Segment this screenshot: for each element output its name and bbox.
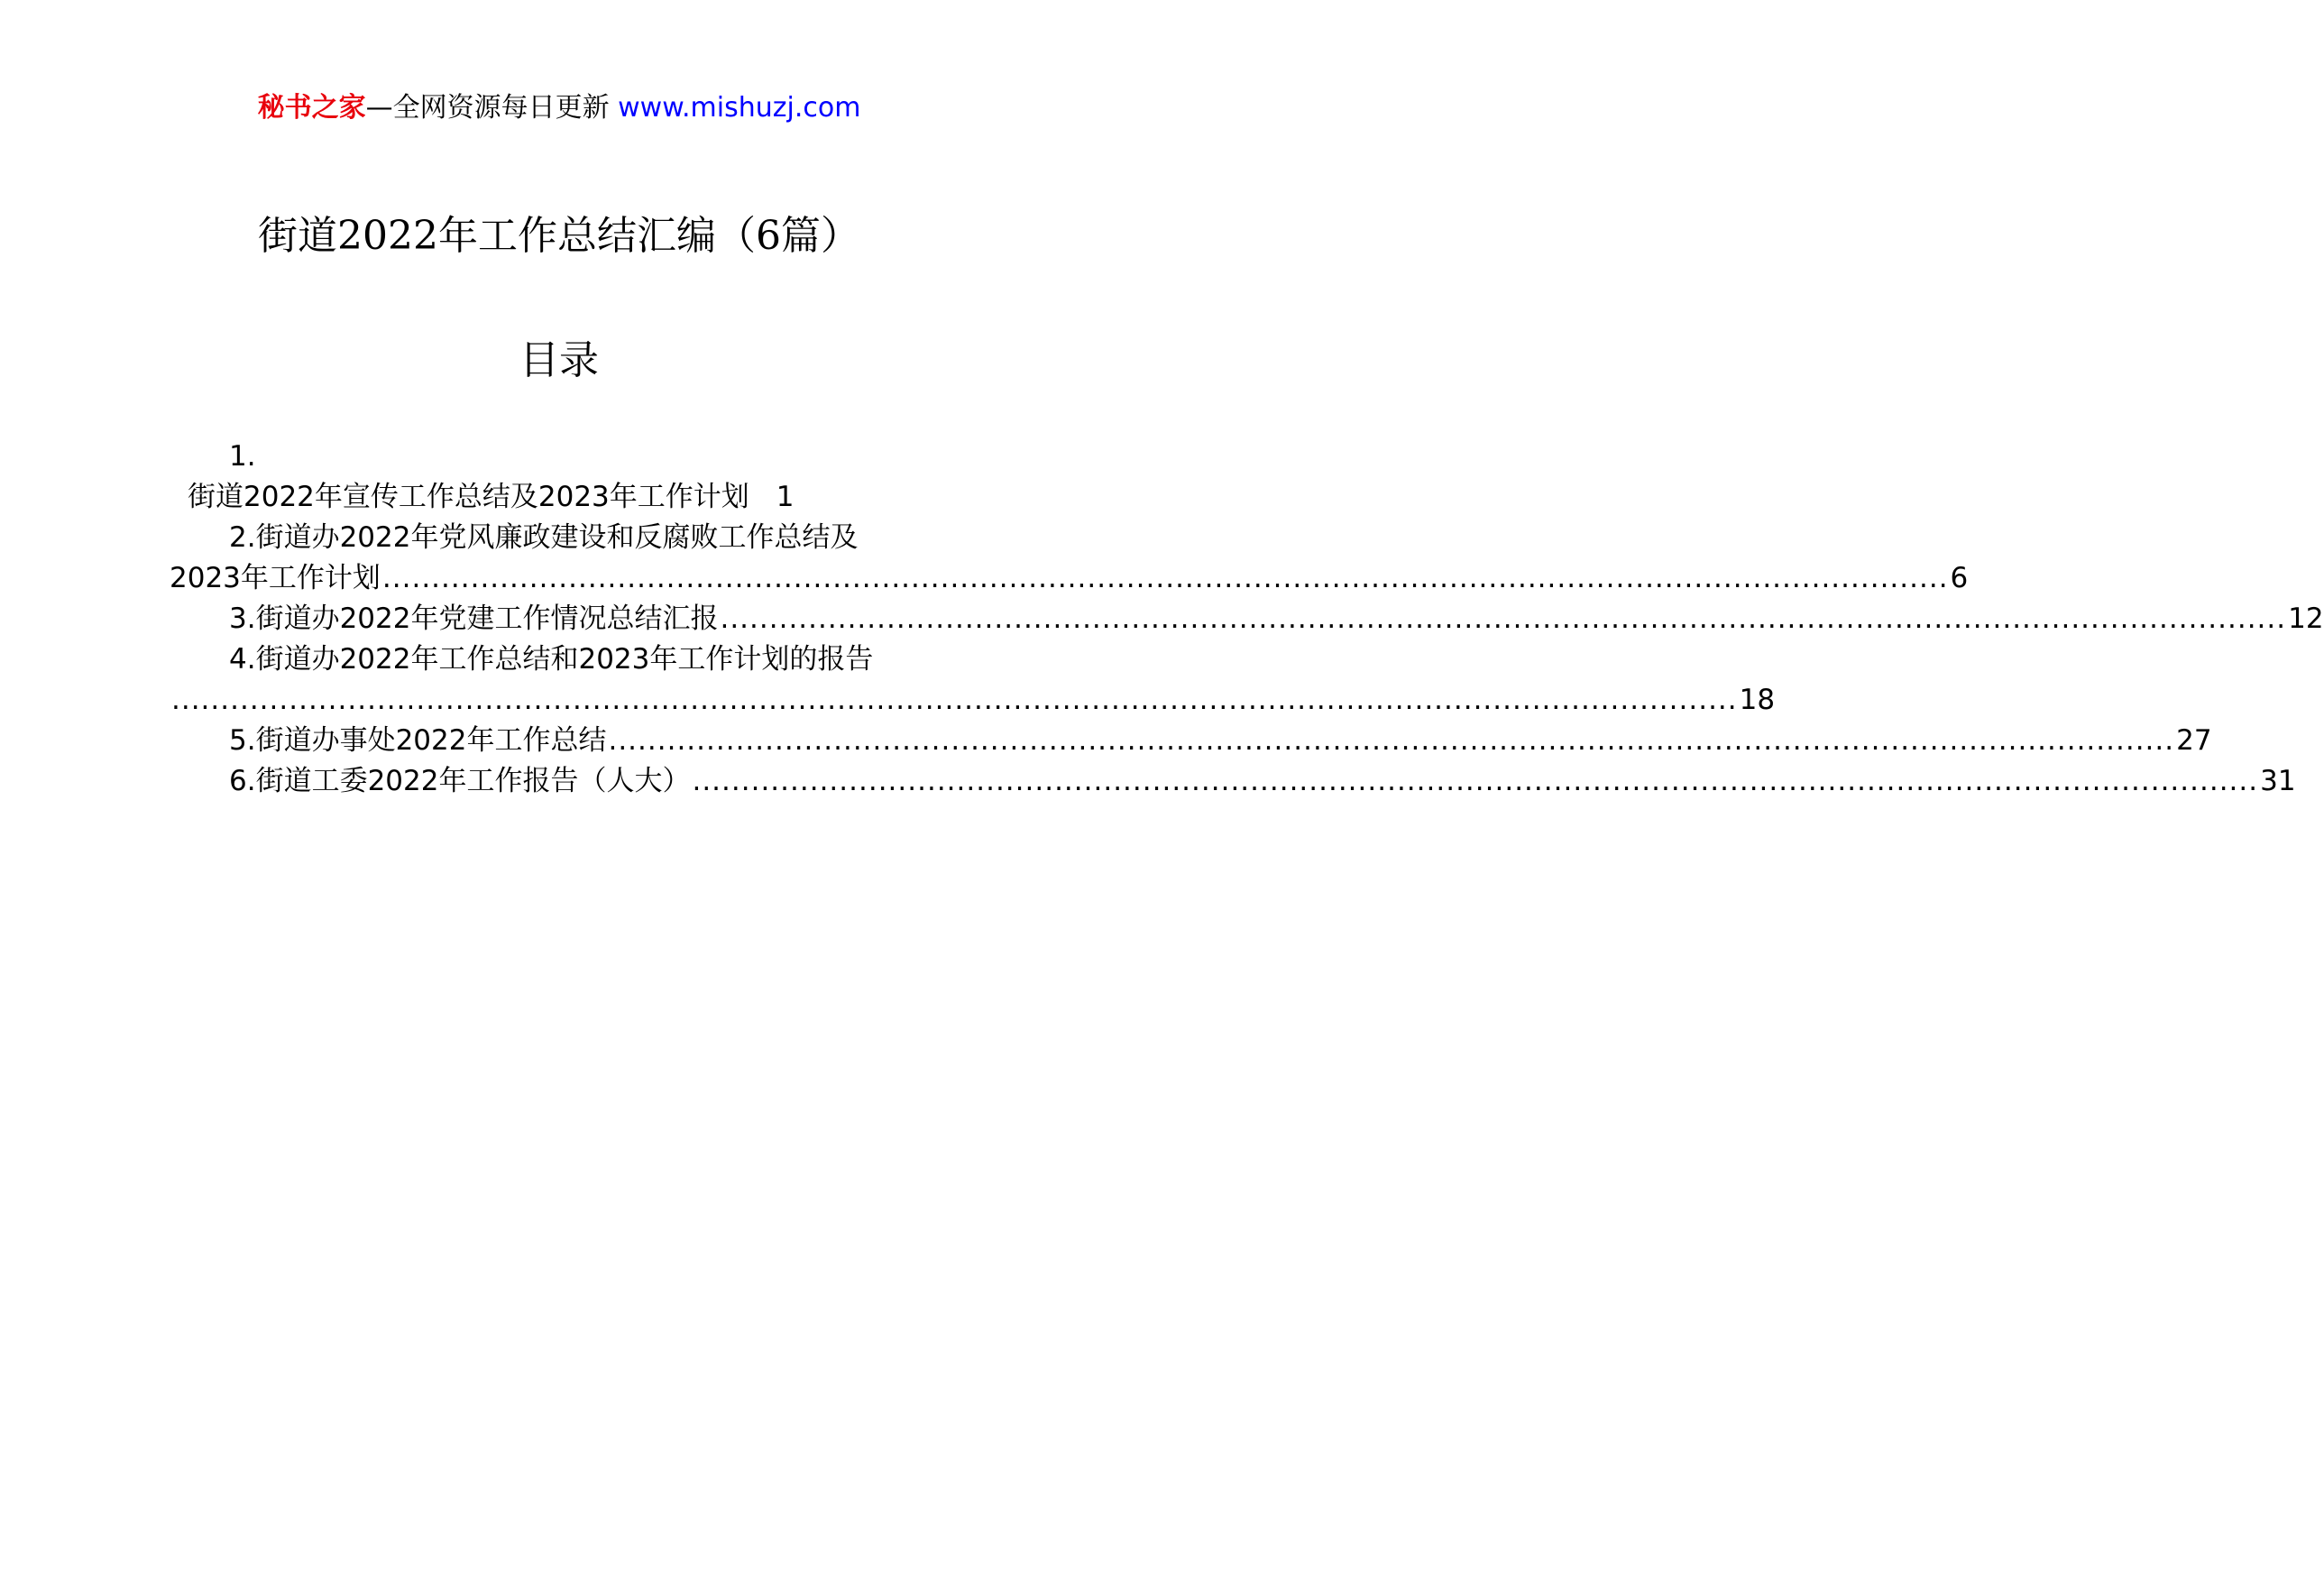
toc-entry-4[interactable] [170,639,947,680]
site-brand: 秘书之家 [257,92,366,124]
toc-entry-2-page: 6 [1950,562,1969,594]
toc-entry-1-text: 街道2022年宣传工作总结及2023年工作计划 [188,481,749,513]
toc-entry-3-text: 3.街道办2022年党建工作情况总结汇报 [229,602,719,635]
toc-entry-4-page: 18 [1739,684,1776,716]
toc-entry-5-page: 27 [2176,724,2212,757]
toc-entry-4-text-line1: 4.街道办2022年工作总结和2023年工作计划的报告 [229,643,874,676]
toc-entry-1[interactable] [170,477,947,518]
toc-entry-6-page: 31 [2260,765,2296,797]
toc-entry-6[interactable] [170,761,2296,802]
document-title: 街道2022年工作总结汇编（6篇） [258,213,860,259]
site-tagline: —全网资源每日更新 [365,92,610,124]
toc-entry-1-number: 1. [229,440,256,473]
toc-entry-4-continuation[interactable] [170,680,1776,721]
site-header [0,90,1118,126]
site-url-link[interactable]: www.mishuzj.com [618,92,861,124]
toc-entry-2-text-line2: 2023年工作计划 [170,562,381,594]
toc-entry-3-leader: ................................................................................................................................................................ [720,602,2287,635]
toc-entry-2-text-line1: 2.街道办2022年党风廉政建设和反腐败工作总结及 [229,521,859,554]
toc-entry-5[interactable] [170,721,2212,761]
toc-entry-2-leader: ................................................................................................................................................................ [381,562,1949,594]
toc-entry-5-leader: ................................................................................................................................................................ [608,724,2175,757]
toc-entry-2[interactable] [170,518,947,558]
toc-entry-3-page: 12 [2288,602,2324,635]
toc-heading: 目录 [519,337,599,383]
toc-entry-6-text: 6.街道工委2022年工作报告（人大） [229,765,691,797]
toc-entry-1-page: 1 [776,481,795,513]
toc-entry-2-continuation[interactable] [170,558,1969,599]
toc-entry-6-leader: ................................................................................................................................................................ [692,765,2259,797]
toc-entry-4-leader: ................................................................................................................................................................ [171,684,1738,716]
table-of-contents [170,437,2324,802]
toc-entry-3[interactable] [170,599,2324,639]
toc-entry-5-text: 5.街道办事处2022年工作总结 [229,724,607,757]
toc-entry-1-number-line [170,437,947,477]
